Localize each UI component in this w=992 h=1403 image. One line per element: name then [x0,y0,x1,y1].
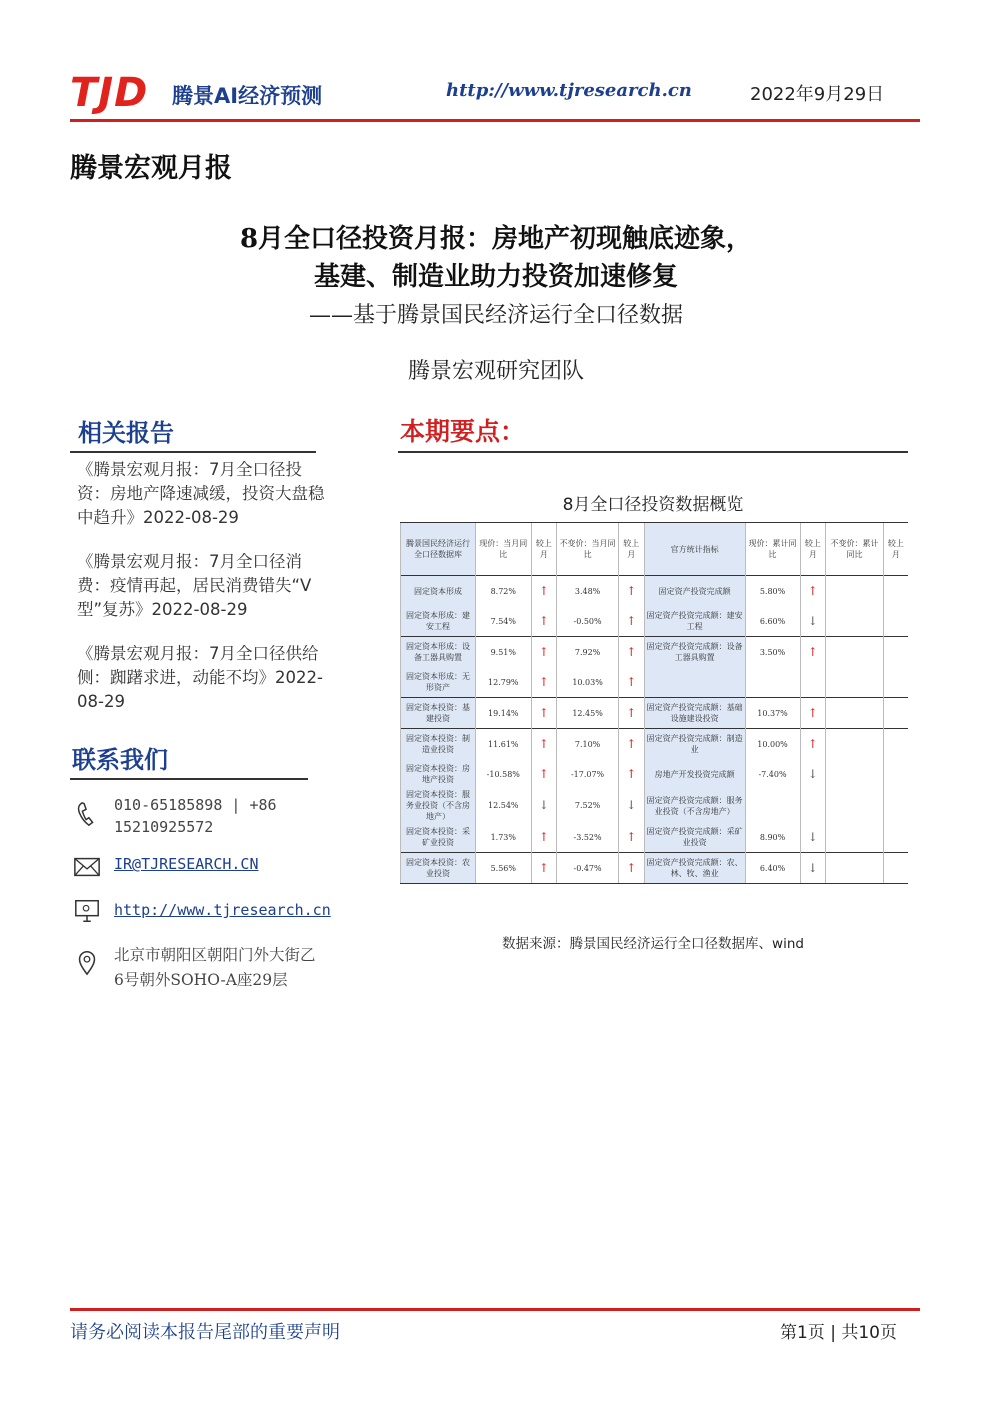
contact-heading: 联系我们 [72,745,168,774]
change-arrow [883,822,908,853]
related-reports-heading: 相关报告 [78,418,174,447]
official-indicator: 固定资产投资完成额：制造业 [644,729,745,760]
related-report-item[interactable]: 《腾景宏观月报：7月全口径供给侧：踟躇求进，动能不均》2022-08-29 [77,644,323,711]
table-row [401,698,909,729]
table-header-cell: 腾景国民经济运行全口径数据库 [401,523,476,576]
change-arrow [800,789,826,822]
constant-cumulative-yoy [826,637,884,668]
change-arrow: ↓ [800,822,826,853]
table-row [401,576,909,607]
change-arrow: ↓ [800,853,826,884]
phone-icon [72,800,102,828]
constant-cumulative-yoy [826,698,884,729]
table-header-cell: 现价：当月同比 [476,523,532,576]
change-arrow [883,759,908,789]
related-report-item[interactable]: 《腾景宏观月报：7月全口径投资：房地产降速减缓，投资大盘稳中趋升》2022-08-29 [77,460,325,527]
change-arrow [883,698,908,729]
row-label: 固定资本投资：服务业投资（不含房地产） [401,789,476,822]
constant-cumulative-yoy [826,759,884,789]
change-arrow [800,667,826,698]
constant-price-yoy: 3.48% [557,576,619,607]
change-arrow: ↓ [618,789,644,822]
report-subtitle: ——基于腾景国民经济运行全口径数据 [308,303,683,328]
disclaimer-note: 请务必阅读本报告尾部的重要声明 [70,1322,340,1343]
cumulative-yoy: 8.90% [745,822,800,853]
contact-address [72,944,352,992]
change-arrow: ↑ [531,606,557,637]
constant-price-yoy: -0.50% [557,606,619,637]
contact-phone [72,794,352,838]
change-arrow [883,576,908,607]
table-row [401,729,909,760]
website-link[interactable]: http://www.tjresearch.cn [446,80,692,101]
web-link[interactable]: http://www.tjresearch.cn [114,901,331,919]
change-arrow: ↑ [531,729,557,760]
change-arrow: ↑ [531,698,557,729]
change-arrow: ↑ [800,698,826,729]
change-arrow [883,606,908,637]
current-price-yoy: 19.14% [476,698,532,729]
constant-price-yoy: -3.52% [557,822,619,853]
change-arrow: ↓ [800,606,826,637]
table-row [401,606,909,637]
phone-number-line1: 010-65185898 | +86 [114,796,277,814]
current-price-yoy: -10.58% [476,759,532,789]
change-arrow [883,729,908,760]
row-label: 固定资本投资：制造业投资 [401,729,476,760]
constant-price-yoy: 7.52% [557,789,619,822]
author-team: 腾景宏观研究团队 [407,359,584,384]
cumulative-yoy: 10.00% [745,729,800,760]
key-points-heading: 本期要点： [400,417,526,446]
table-header-cell: 较上月 [618,523,644,576]
report-title-line1: 8月全口径投资月报：房地产初现触底迹象， [239,224,753,254]
table-header-cell: 较上月 [800,523,826,576]
current-price-yoy: 5.56% [476,853,532,884]
change-arrow: ↑ [531,576,557,607]
current-price-yoy: 8.72% [476,576,532,607]
cumulative-yoy: 6.60% [745,606,800,637]
current-price-yoy: 12.79% [476,667,532,698]
change-arrow: ↓ [531,789,557,822]
row-label: 固定资本投资：农业投资 [401,853,476,884]
header-divider [70,119,920,122]
phone-number-line2: 15210925572 [114,818,214,836]
official-indicator: 固定资产投资完成额：基础设施建设投资 [644,698,745,729]
row-label: 固定资本形成：建安工程 [401,606,476,637]
location-pin-icon [72,948,102,976]
constant-price-yoy: -17.07% [557,759,619,789]
cumulative-yoy [745,789,800,822]
official-indicator: 房地产开发投资完成额 [644,759,745,789]
constant-cumulative-yoy [826,789,884,822]
footer-divider [70,1308,920,1311]
cumulative-yoy: -7.40% [745,759,800,789]
contact-email [72,853,352,879]
key-points-divider [398,451,908,453]
row-label: 固定资本投资：采矿业投资 [401,822,476,853]
constant-cumulative-yoy [826,729,884,760]
table-row [401,637,909,668]
change-arrow: ↑ [618,759,644,789]
constant-price-yoy: 7.92% [557,637,619,668]
related-reports-list [77,458,333,734]
table-row [401,789,909,822]
row-label: 固定资本形成：设备工器具购置 [401,637,476,668]
data-source: 数据来源：腾景国民经济运行全口径数据库、wind [502,936,804,952]
logo-tjd: TJD [70,70,149,116]
change-arrow: ↑ [618,637,644,668]
constant-cumulative-yoy [826,606,884,637]
change-arrow [883,853,908,884]
table-header-cell: 不变价：累计同比 [826,523,884,576]
change-arrow [883,789,908,822]
change-arrow: ↑ [531,822,557,853]
table-row [401,853,909,884]
table-header-row [401,523,909,576]
table-title: 8月全口径投资数据概览 [562,495,744,515]
cumulative-yoy: 10.37% [745,698,800,729]
constant-cumulative-yoy [826,576,884,607]
table-header-cell: 现价：累计同比 [745,523,800,576]
current-price-yoy: 11.61% [476,729,532,760]
official-indicator: 固定资产投资完成额：采矿业投资 [644,822,745,853]
table-header-cell: 不变价：当月同比 [557,523,619,576]
change-arrow: ↑ [800,576,826,607]
change-arrow: ↑ [531,853,557,884]
monitor-icon [72,897,102,925]
constant-price-yoy: 12.45% [557,698,619,729]
row-label: 固定资本形成 [401,576,476,607]
page-number: 第1页 | 共10页 [780,1323,897,1343]
address-line1: 北京市朝阳区朝阳门外大街乙 [114,946,316,964]
cumulative-yoy: 6.40% [745,853,800,884]
change-arrow: ↑ [800,637,826,668]
official-indicator [644,667,745,698]
change-arrow: ↑ [618,698,644,729]
related-report-item[interactable]: 《腾景宏观月报：7月全口径消费：疫情再起，居民消费错失“V型”复苏》2022-08-29 [77,552,312,619]
constant-cumulative-yoy [826,822,884,853]
current-price-yoy: 12.54% [476,789,532,822]
mail-icon [72,853,102,881]
related-divider [70,451,316,453]
current-price-yoy: 1.73% [476,822,532,853]
change-arrow [883,667,908,698]
investment-overview-table [400,522,908,884]
cumulative-yoy: 5.80% [745,576,800,607]
change-arrow: ↑ [531,667,557,698]
change-arrow: ↑ [618,822,644,853]
constant-price-yoy: -0.47% [557,853,619,884]
official-indicator: 固定资产投资完成额：服务业投资（不含房地产） [644,789,745,822]
change-arrow: ↑ [618,729,644,760]
official-indicator: 固定资产投资完成额：建安工程 [644,606,745,637]
logo-subtitle: 腾景AI经济预测 [172,84,323,108]
table-header-cell: 较上月 [883,523,908,576]
table-row [401,759,909,789]
cumulative-yoy [745,667,800,698]
table-row [401,822,909,853]
change-arrow: ↑ [618,576,644,607]
change-arrow: ↓ [800,759,826,789]
table-row [401,667,909,698]
row-label: 固定资本投资：房地产投资 [401,759,476,789]
official-indicator: 固定资产投资完成额 [644,576,745,607]
constant-price-yoy: 7.10% [557,729,619,760]
report-title-line2: 基建、制造业助力投资加速修复 [313,262,678,292]
email-link[interactable]: IR@TJRESEARCH.CN [114,855,259,873]
official-indicator: 固定资产投资完成额：设备工器具购置 [644,637,745,668]
contact-divider [70,778,308,780]
report-date: 2022年9月29日 [750,84,885,105]
table-header-cell: 较上月 [531,523,557,576]
table-header-cell: 官方统计指标 [644,523,745,576]
constant-price-yoy: 10.03% [557,667,619,698]
address-line2: 6号朝外SOHO-A座29层 [114,971,288,989]
brand-title: 腾景宏观月报 [70,153,232,184]
row-label: 固定资本投资：基建投资 [401,698,476,729]
change-arrow: ↑ [618,667,644,698]
official-indicator: 固定资产投资完成额：农、林、牧、渔业 [644,853,745,884]
change-arrow: ↑ [618,853,644,884]
change-arrow: ↑ [618,606,644,637]
change-arrow [883,637,908,668]
constant-cumulative-yoy [826,853,884,884]
change-arrow: ↑ [531,637,557,668]
row-label: 固定资本形成：无形资产 [401,667,476,698]
change-arrow: ↑ [800,729,826,760]
change-arrow: ↑ [531,759,557,789]
constant-cumulative-yoy [826,667,884,698]
cumulative-yoy: 3.50% [745,637,800,668]
current-price-yoy: 7.54% [476,606,532,637]
current-price-yoy: 9.51% [476,637,532,668]
contact-web [72,897,352,925]
